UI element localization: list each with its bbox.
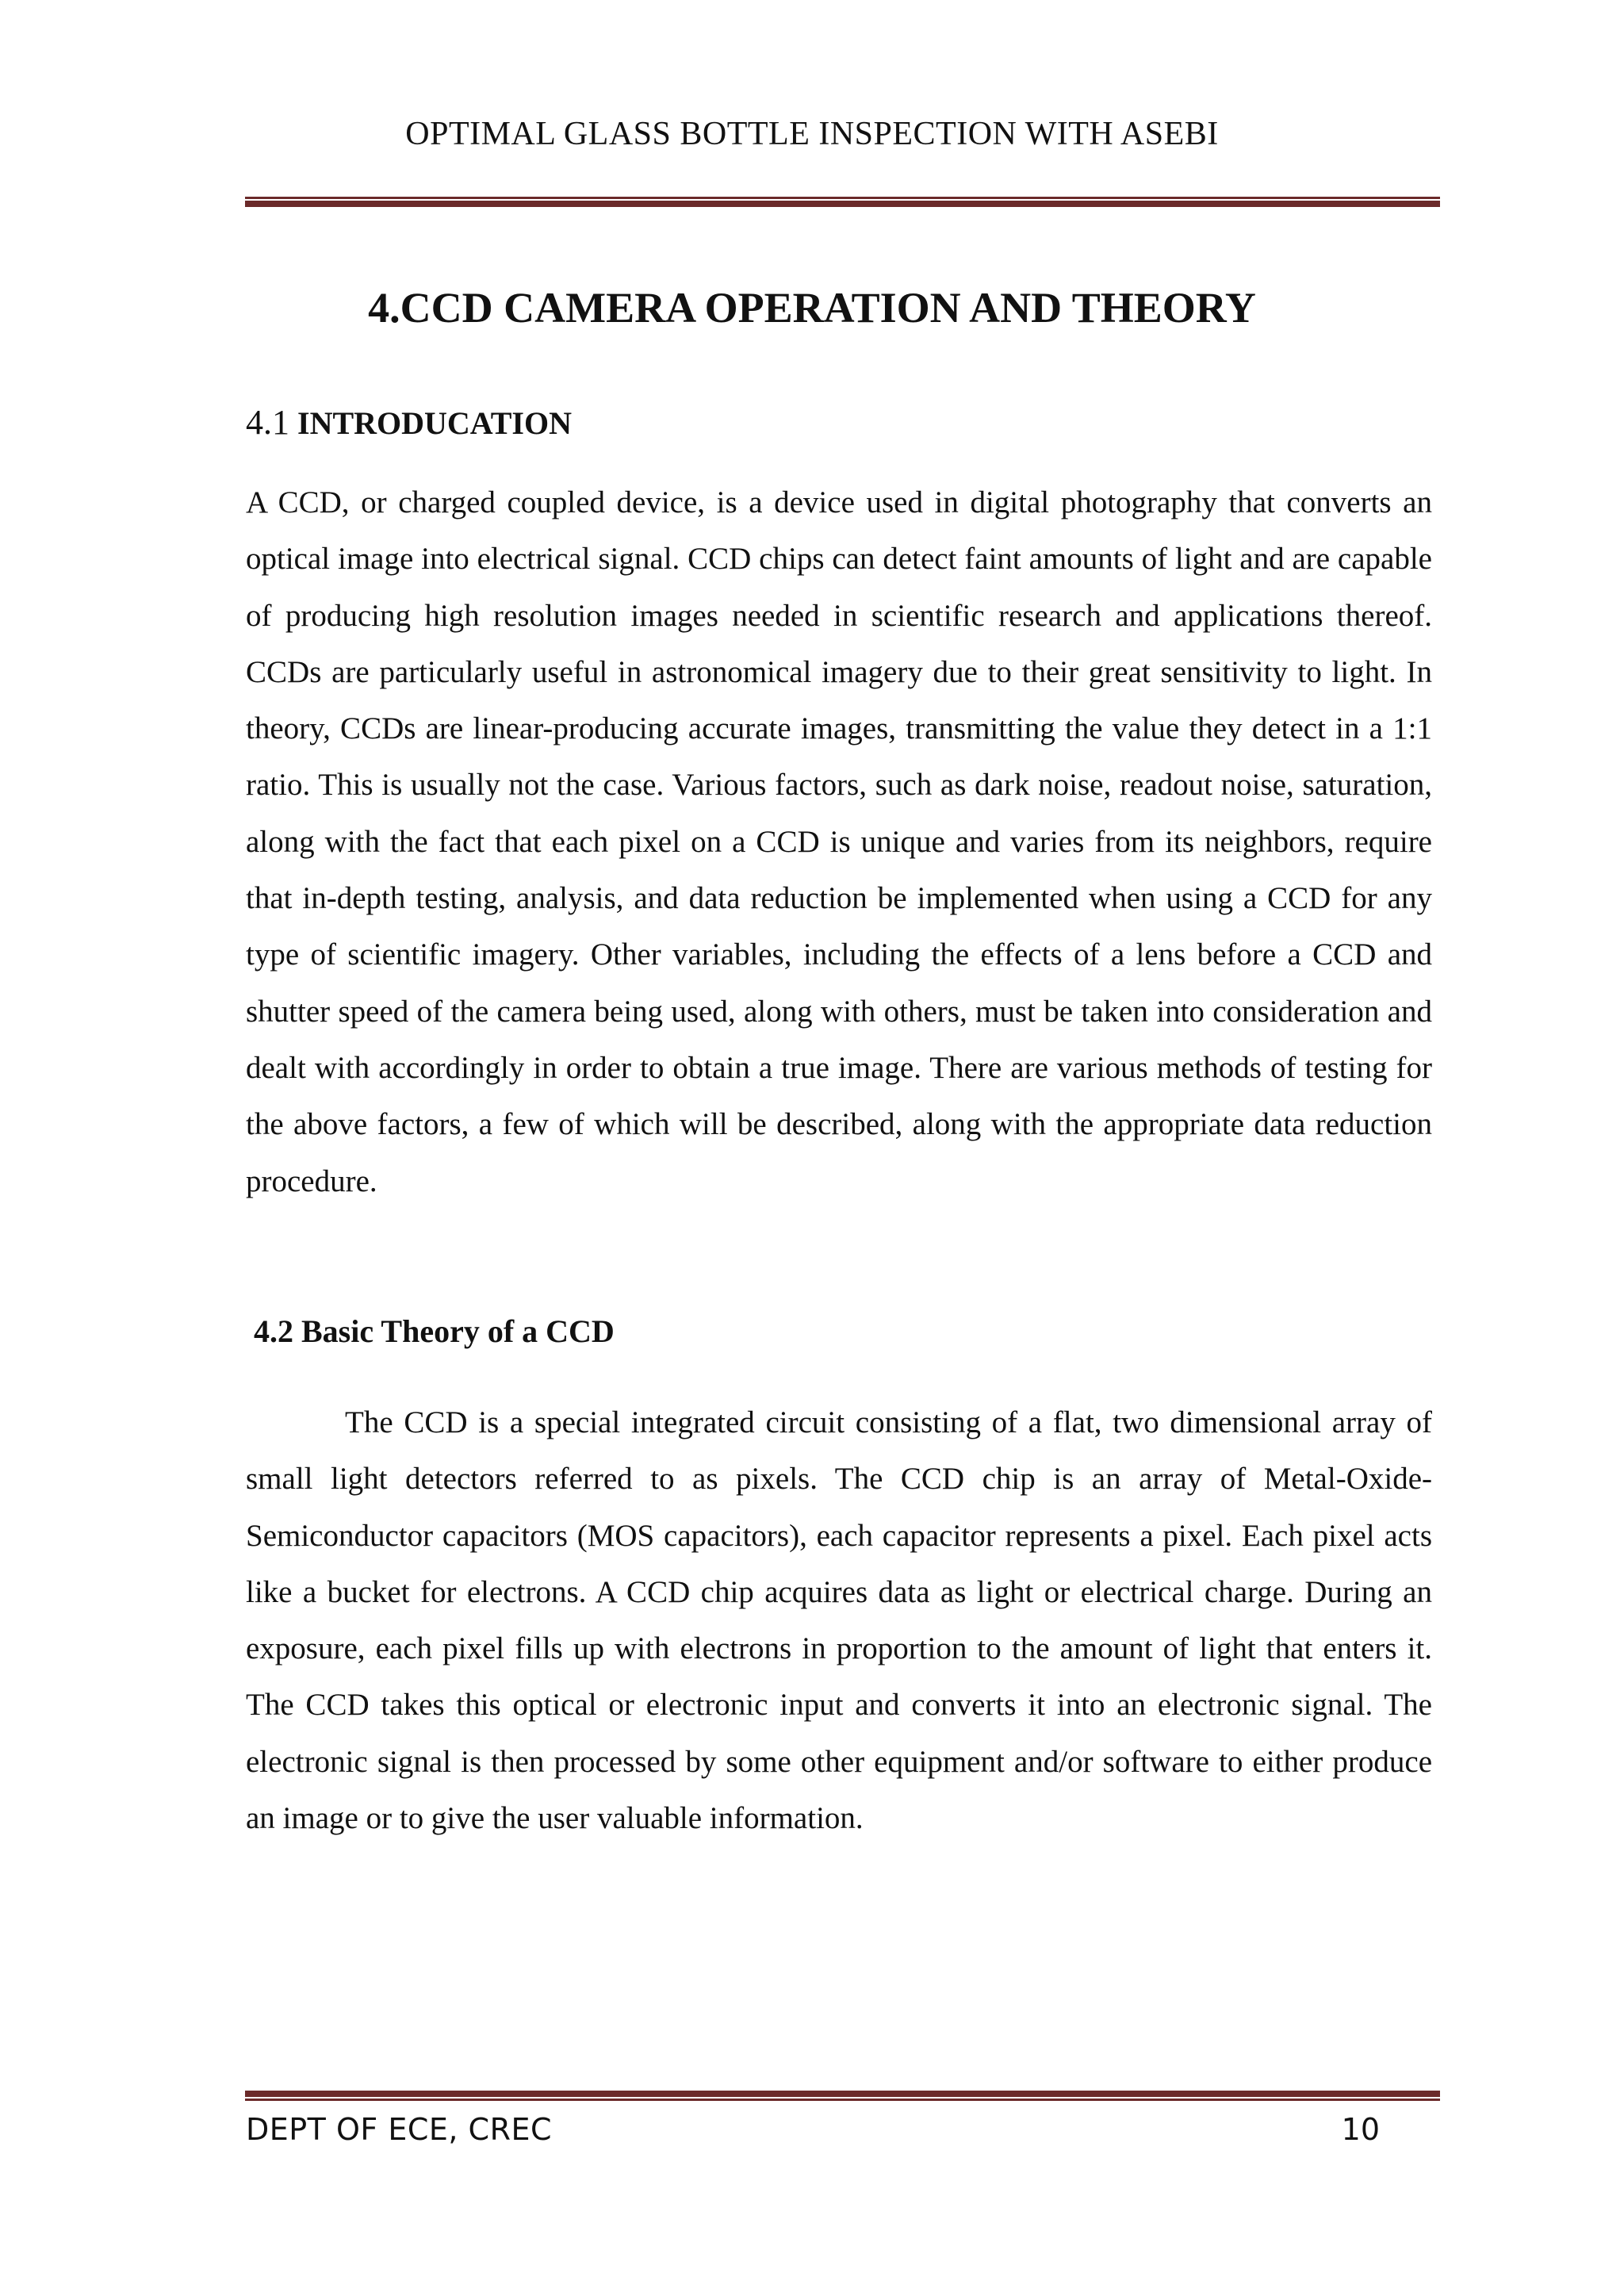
header-rule-thin xyxy=(245,197,1440,199)
footer-department: DEPT OF ECE, CREC xyxy=(246,2112,553,2147)
header-rule-thick xyxy=(245,201,1440,207)
section-number: 4.1 xyxy=(246,403,289,442)
basic-theory-paragraph: The CCD is a special integrated circuit consisting of a flat, two dimensional array of small light detectors referred to as pixels. The CCD chip is an array of Metal-Oxide-Semiconductor capacitors (MOS capacitors), each capacitor represents a pixel. Each pixel acts like a bucket for electrons. A CCD chip acquires data as light or electrical charge. During an exposure, each pixel fills up with electrons in proportion to the amount of light that enters it. The CCD takes this optical or electronic input and converts it into an electronic signal. The electronic signal is then processed by some other equipment and/or software to either produce an image or to give the user valuable information. xyxy=(246,1405,1432,1836)
section-heading-introduction xyxy=(246,402,572,443)
section-title: INTRODUCATION xyxy=(297,405,572,441)
section-heading-basic-theory: 4.2 Basic Theory of a CCD xyxy=(254,1313,615,1349)
footer-rule-thick xyxy=(245,2091,1440,2097)
running-header: OPTIMAL GLASS BOTTLE INSPECTION WITH ASEBI xyxy=(405,116,1219,152)
footer-rule-thin xyxy=(245,2099,1440,2101)
chapter-title: 4.CCD CAMERA OPERATION AND THEORY xyxy=(368,284,1256,332)
page-number: 10 xyxy=(1341,2112,1380,2147)
introduction-paragraph: A CCD, or charged coupled device, is a device used in digital photography that converts an optical image into electrical signal. CCD chips can detect faint amounts of light and are capable of producing high resolution images needed in scientific research and applications thereof. CCDs are particularly useful in astronomical imagery due to their great sensitivity to light. In theory, CCDs are linear-producing accurate images, transmitting the value they detect in a 1:1 ratio. This is usually not the case. Various factors, such as dark noise, readout noise, saturation, along with the fact that each pixel on a CCD is unique and varies from its neighbors, require that in-depth testing, analysis, and data reduction be implemented when using a CCD for any type of scientific imagery. Other variables, including the effects of a lens before a CCD and shutter speed of the camera being used, along with others, must be taken into consideration and dealt with accordingly in order to obtain a true image. There are various methods of testing for the above factors, a few of which will be described, along with the appropriate data reduction procedure. xyxy=(246,485,1432,1198)
